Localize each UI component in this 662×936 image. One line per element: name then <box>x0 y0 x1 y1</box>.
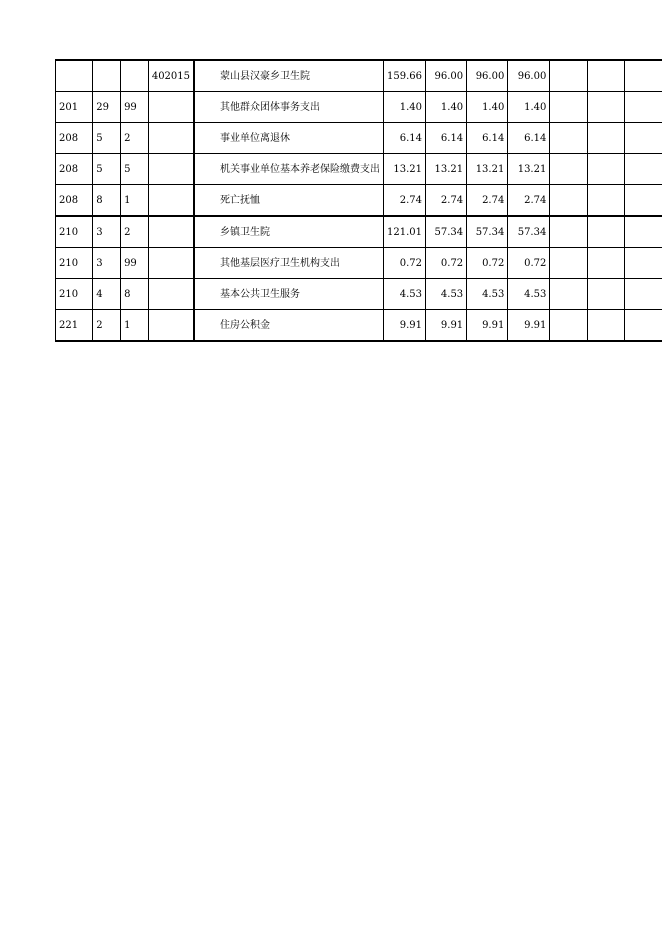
cell-subitem[interactable]: 1 <box>121 185 149 217</box>
cell-name-text: 住房公积金 <box>220 319 271 331</box>
cell-unit-code[interactable] <box>148 123 194 154</box>
cell-total[interactable]: 2.74 <box>384 185 426 217</box>
table-row <box>56 248 662 279</box>
cell-empty-1[interactable] <box>550 154 587 185</box>
table-row <box>56 154 662 185</box>
cell-empty-2[interactable] <box>587 154 624 185</box>
cell-empty-3[interactable] <box>625 123 662 154</box>
cell-empty-1[interactable] <box>550 310 587 342</box>
cell-unit-code[interactable] <box>148 185 194 217</box>
cell-value-3[interactable]: 2.74 <box>508 185 550 217</box>
cell-unit-code[interactable]: 402015 <box>148 60 194 92</box>
cell-item[interactable] <box>93 60 121 92</box>
cell-value-2[interactable]: 4.53 <box>467 279 508 310</box>
cell-empty-2[interactable] <box>587 60 624 92</box>
cell-name-text: 其他基层医疗卫生机构支出 <box>220 257 341 269</box>
budget-table <box>55 59 662 342</box>
cell-class[interactable]: 210 <box>56 248 93 279</box>
table-row <box>56 310 662 342</box>
cell-item[interactable]: 2 <box>93 310 121 342</box>
table-row <box>56 216 662 248</box>
cell-empty-3[interactable] <box>625 60 662 92</box>
cell-subitem[interactable]: 1 <box>121 310 149 342</box>
cell-unit-code[interactable] <box>148 310 194 342</box>
cell-name[interactable] <box>194 216 384 248</box>
cell-name[interactable] <box>194 123 384 154</box>
cell-total[interactable]: 159.66 <box>384 60 426 92</box>
cell-value-3[interactable]: 0.72 <box>508 248 550 279</box>
cell-name[interactable] <box>194 60 384 92</box>
cell-empty-2[interactable] <box>587 279 624 310</box>
cell-subitem[interactable]: 99 <box>121 92 149 123</box>
cell-value-2[interactable]: 6.14 <box>467 123 508 154</box>
cell-unit-code[interactable] <box>148 248 194 279</box>
cell-unit-code[interactable] <box>148 154 194 185</box>
cell-total[interactable]: 13.21 <box>384 154 426 185</box>
cell-name-text: 死亡抚恤 <box>220 194 261 206</box>
cell-value-2[interactable]: 1.40 <box>467 92 508 123</box>
cell-empty-2[interactable] <box>587 248 624 279</box>
cell-name-text: 机关事业单位基本养老保险缴费支出 <box>220 163 381 175</box>
cell-name-text: 其他群众团体事务支出 <box>220 101 321 113</box>
cell-subitem[interactable] <box>121 60 149 92</box>
cell-value-3[interactable]: 13.21 <box>508 154 550 185</box>
cell-item[interactable]: 4 <box>93 279 121 310</box>
cell-value-1[interactable]: 13.21 <box>426 154 467 185</box>
cell-value-3[interactable]: 1.40 <box>508 92 550 123</box>
cell-class[interactable]: 221 <box>56 310 93 342</box>
cell-value-3[interactable]: 57.34 <box>508 216 550 248</box>
cell-unit-code[interactable] <box>148 216 194 248</box>
cell-empty-3[interactable] <box>625 185 662 217</box>
cell-name[interactable] <box>194 279 384 310</box>
cell-value-3[interactable]: 6.14 <box>508 123 550 154</box>
table-row <box>56 92 662 123</box>
table-row <box>56 279 662 310</box>
cell-empty-2[interactable] <box>587 216 624 248</box>
cell-name[interactable] <box>194 185 384 217</box>
cell-value-2[interactable]: 96.00 <box>467 60 508 92</box>
cell-empty-3[interactable] <box>625 248 662 279</box>
cell-value-1[interactable]: 57.34 <box>426 216 467 248</box>
cell-name[interactable] <box>194 248 384 279</box>
cell-value-1[interactable]: 1.40 <box>426 92 467 123</box>
cell-empty-1[interactable] <box>550 279 587 310</box>
cell-empty-1[interactable] <box>550 60 587 92</box>
cell-item[interactable]: 5 <box>93 123 121 154</box>
cell-item[interactable]: 8 <box>93 185 121 217</box>
cell-value-2[interactable]: 13.21 <box>467 154 508 185</box>
cell-empty-3[interactable] <box>625 216 662 248</box>
cell-empty-1[interactable] <box>550 185 587 217</box>
table-row <box>56 123 662 154</box>
cell-value-1[interactable]: 96.00 <box>426 60 467 92</box>
cell-value-1[interactable]: 9.91 <box>426 310 467 342</box>
cell-name-text: 基本公共卫生服务 <box>220 288 301 300</box>
cell-total[interactable]: 4.53 <box>384 279 426 310</box>
cell-unit-code[interactable] <box>148 92 194 123</box>
cell-item[interactable]: 29 <box>93 92 121 123</box>
cell-class[interactable] <box>56 60 93 92</box>
cell-class[interactable]: 201 <box>56 92 93 123</box>
cell-value-1[interactable]: 6.14 <box>426 123 467 154</box>
cell-empty-2[interactable] <box>587 185 624 217</box>
cell-subitem[interactable]: 8 <box>121 279 149 310</box>
cell-empty-3[interactable] <box>625 310 662 342</box>
cell-name[interactable] <box>194 154 384 185</box>
cell-item[interactable]: 5 <box>93 154 121 185</box>
cell-subitem[interactable]: 5 <box>121 154 149 185</box>
cell-class[interactable]: 210 <box>56 216 93 248</box>
cell-empty-1[interactable] <box>550 123 587 154</box>
cell-total[interactable]: 6.14 <box>384 123 426 154</box>
cell-subitem[interactable]: 99 <box>121 248 149 279</box>
cell-unit-code[interactable] <box>148 279 194 310</box>
cell-value-2[interactable]: 2.74 <box>467 185 508 217</box>
cell-name[interactable] <box>194 310 384 342</box>
cell-value-3[interactable]: 96.00 <box>508 60 550 92</box>
cell-subitem[interactable]: 2 <box>121 216 149 248</box>
table-row <box>56 60 662 92</box>
cell-class[interactable]: 208 <box>56 123 93 154</box>
cell-empty-1[interactable] <box>550 216 587 248</box>
cell-total[interactable]: 9.91 <box>384 310 426 342</box>
cell-empty-3[interactable] <box>625 279 662 310</box>
cell-value-1[interactable]: 4.53 <box>426 279 467 310</box>
cell-empty-3[interactable] <box>625 154 662 185</box>
cell-value-1[interactable]: 2.74 <box>426 185 467 217</box>
cell-empty-3[interactable] <box>625 92 662 123</box>
cell-name-text: 乡镇卫生院 <box>220 226 271 238</box>
cell-empty-2[interactable] <box>587 92 624 123</box>
cell-total[interactable]: 121.01 <box>384 216 426 248</box>
cell-item[interactable]: 3 <box>93 248 121 279</box>
cell-value-2[interactable]: 0.72 <box>467 248 508 279</box>
cell-item[interactable]: 3 <box>93 216 121 248</box>
cell-value-2[interactable]: 57.34 <box>467 216 508 248</box>
cell-empty-1[interactable] <box>550 248 587 279</box>
cell-total[interactable]: 1.40 <box>384 92 426 123</box>
cell-name-text: 蒙山县汉豪乡卫生院 <box>220 70 311 82</box>
cell-value-3[interactable]: 4.53 <box>508 279 550 310</box>
cell-value-3[interactable]: 9.91 <box>508 310 550 342</box>
cell-name[interactable] <box>194 92 384 123</box>
cell-name-text: 事业单位离退休 <box>220 132 291 144</box>
cell-subitem[interactable]: 2 <box>121 123 149 154</box>
cell-value-2[interactable]: 9.91 <box>467 310 508 342</box>
cell-class[interactable]: 208 <box>56 154 93 185</box>
table-row <box>56 185 662 217</box>
cell-class[interactable]: 208 <box>56 185 93 217</box>
cell-total[interactable]: 0.72 <box>384 248 426 279</box>
cell-empty-1[interactable] <box>550 92 587 123</box>
cell-empty-2[interactable] <box>587 123 624 154</box>
cell-value-1[interactable]: 0.72 <box>426 248 467 279</box>
cell-empty-2[interactable] <box>587 310 624 342</box>
cell-class[interactable]: 210 <box>56 279 93 310</box>
